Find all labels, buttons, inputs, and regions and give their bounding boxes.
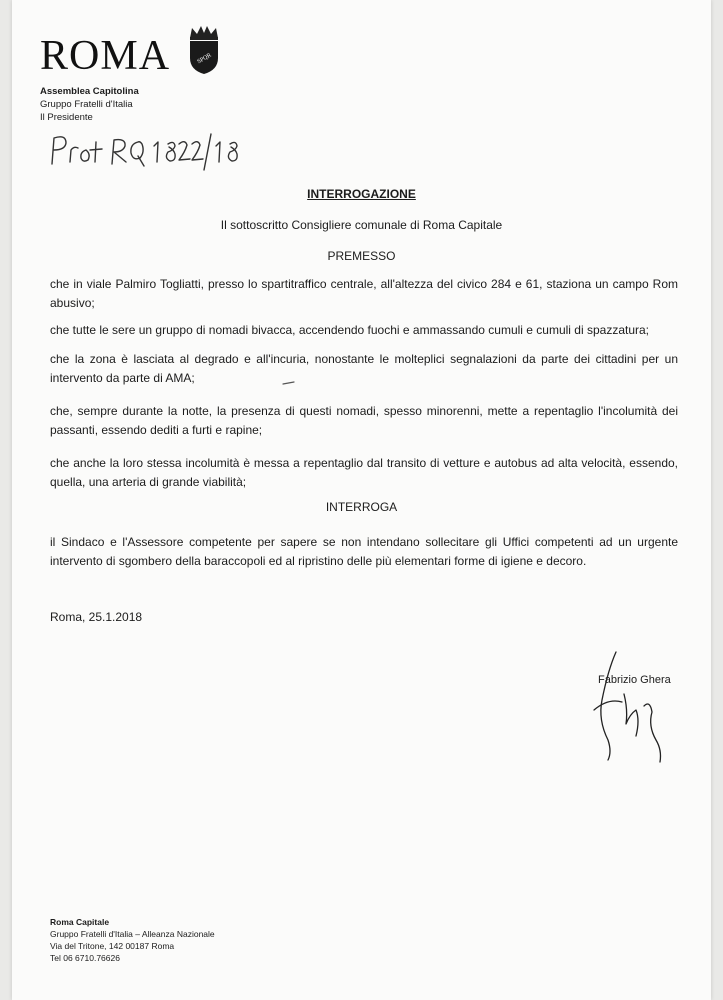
footer-phone: Tel 06 6710.76626 [50,953,120,963]
footer-org: Roma Capitale [50,917,110,927]
stray-pen-mark [282,380,296,386]
svg-text:SPQR: SPQR [196,52,213,66]
header-president: Il Presidente [40,112,93,123]
premesso-paragraph: che tutte le sere un gruppo di nomadi bivacca, accendendo fuochi e ammassando cumuli e cumuli di spazzatura; [50,323,650,337]
roma-logo-text: ROMA [40,33,171,79]
roma-crest-icon [184,24,224,76]
header-group: Gruppo Fratelli d'Italia [40,99,133,110]
document-date: Roma, 25.1.2018 [50,610,143,624]
document-intro: Il sottoscritto Consigliere comunale di Roma Capitale [220,218,503,232]
document-title: INTERROGAZIONE [307,187,416,201]
premesso-paragraph: che, sempre durante la notte, la presenza di questi nomadi, spesso minorenni, mette a repentaglio l'incolumità dei passanti, essendo dediti a furti e rapine; [50,404,678,437]
interroga-paragraph: il Sindaco e l'Assessore competente per sapere se non intendano sollecitare gli Uffici competenti ad un urgente intervento di sgombero della baraccopoli ed al ripristino delle più elementari forme di igiene e decoro. [50,535,678,568]
premesso-paragraph: che la zona è lasciata al degrado e all'incuria, nonostante le molteplici segnalazioni da parte dei cittadini per un intervento da parte di AMA; [50,352,678,385]
signer-name: Fabrizio Ghera [598,674,671,686]
document-page [12,0,711,1000]
premesso-heading: PREMESSO [327,249,396,263]
handwritten-signature [578,640,688,770]
interroga-heading: INTERROGA [325,500,398,514]
footer-address: Via del Tritone, 142 00187 Roma [50,941,175,951]
premesso-paragraph: che in viale Palmiro Togliatti, presso lo spartitraffico centrale, all'altezza del civico 284 e 61, staziona un campo Rom abusivo; [50,277,678,310]
premesso-paragraph: che anche la loro stessa incolumità è messa a repentaglio dal transito di vetture e autobus ad alta velocità, essendo, quella, una arteria di grande viabilità; [50,456,678,489]
header-assembly: Assemblea Capitolina [40,86,139,97]
footer-group: Gruppo Fratelli d'Italia – Alleanza Nazionale [50,929,215,939]
handwritten-protocol-number [48,128,248,174]
